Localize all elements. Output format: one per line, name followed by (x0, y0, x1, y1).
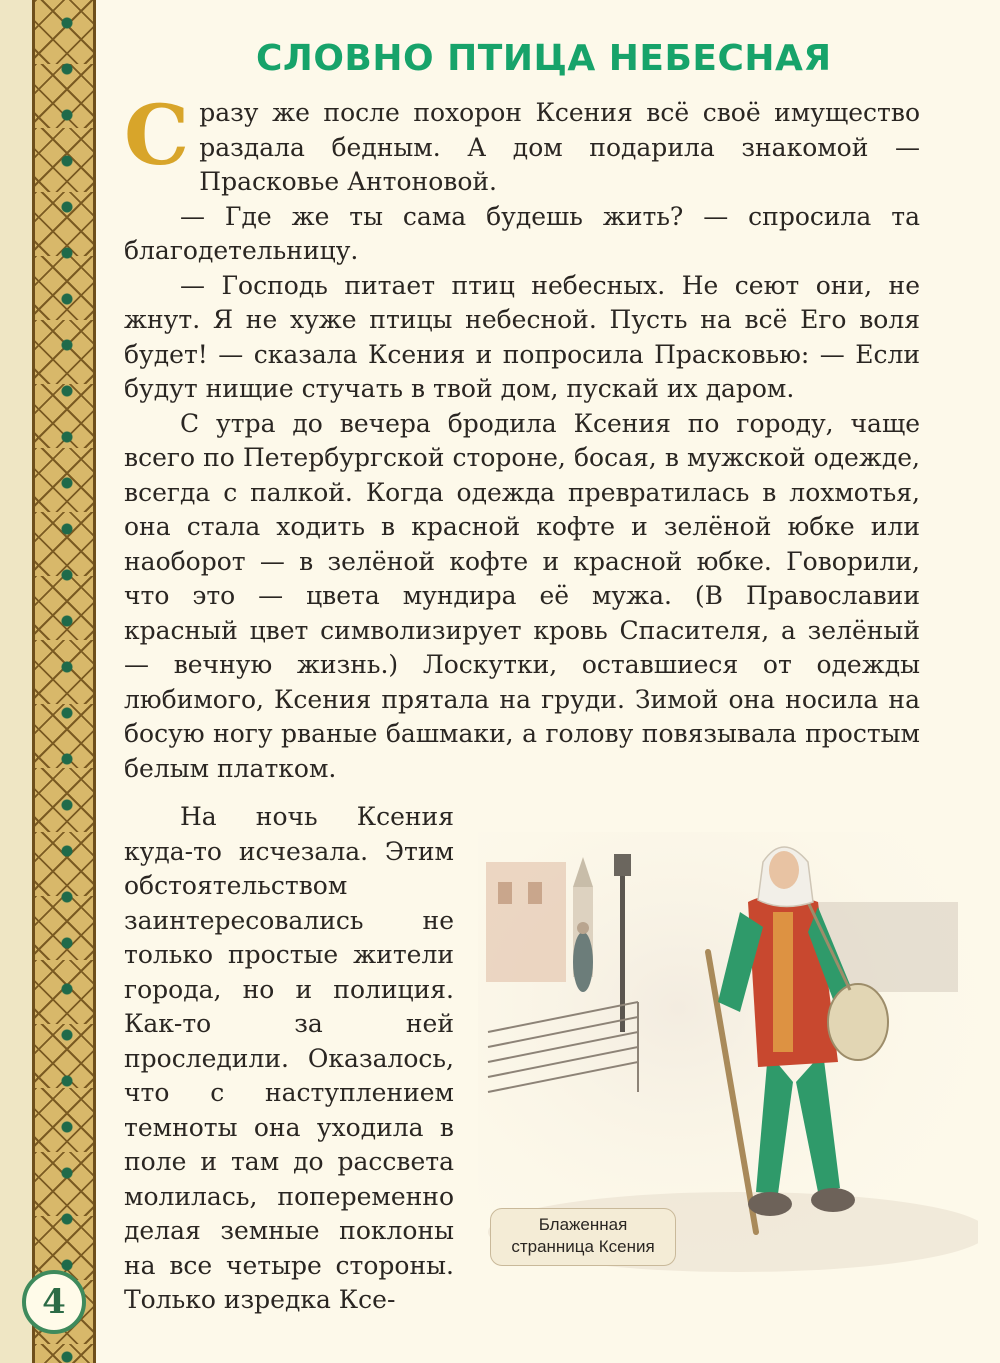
page-edge (0, 0, 32, 1363)
paragraph-2: — Где же ты сама будешь жить? — спросила та благодетельницу. (124, 201, 920, 265)
side-text (124, 800, 454, 1318)
paragraph-1-text: разу же после похорон Ксения всё своё имущество раздала бедным. А дом подарила знакомой — Прасковье Антоновой. (199, 98, 920, 196)
page-title: СЛОВНО ПТИЦА НЕБЕСНАЯ (256, 38, 832, 79)
paragraph-4: С утра до вечера бродила Ксения по городу, чаще всего по Петербургской стороне, босая, в мужской одежде, всегда с палкой. Когда одежда превратилась в лохмотья, она стала ходить в красной кофте и зелёной юбке или наоборот — в зелёной кофте и красной юбке. Говорили, что это — цвета мундира её мужа. (В Православии красный цвет символизирует кровь Спасителя, а зелёный — вечную жизнь.) Лоскутки, оставшиеся от одежды любимого, Ксения прятала на груди. Зимой она носила на босую ногу рваные башмаки, а голову повязывала простым белым платком. (124, 408, 920, 783)
paragraph-3: — Господь питает птиц небесных. Не сеют они, не жнут. Я не хуже птицы небесной. Пусть на всё Его воля будет! — сказала Ксения и попросила Прасковью: — Если будут нищие стучать в твой дом, пускай их даром. (124, 270, 920, 403)
drop-cap: С (124, 88, 190, 184)
caption-line-1: Блаженная (538, 1215, 628, 1234)
ornamental-border (32, 0, 96, 1363)
caption-line-2: странница Ксения (511, 1237, 655, 1256)
illustration-xenia (478, 832, 978, 1272)
main-text (124, 88, 920, 786)
paragraph-5: На ночь Ксения куда-то исчезала. Этим обстоятельством заинтересовались не только простые жители города, но и полиция. Как-то за ней проследили. Оказалось, что с наступлением темноты она уходила в поле и там до рассвета молилась, попеременно делая земные поклоны на все четыре стороны. Только изредка Ксе- (124, 802, 454, 1314)
illustration-caption (490, 1208, 676, 1266)
paragraph-1 (124, 88, 920, 200)
page-number: 4 (22, 1270, 86, 1334)
